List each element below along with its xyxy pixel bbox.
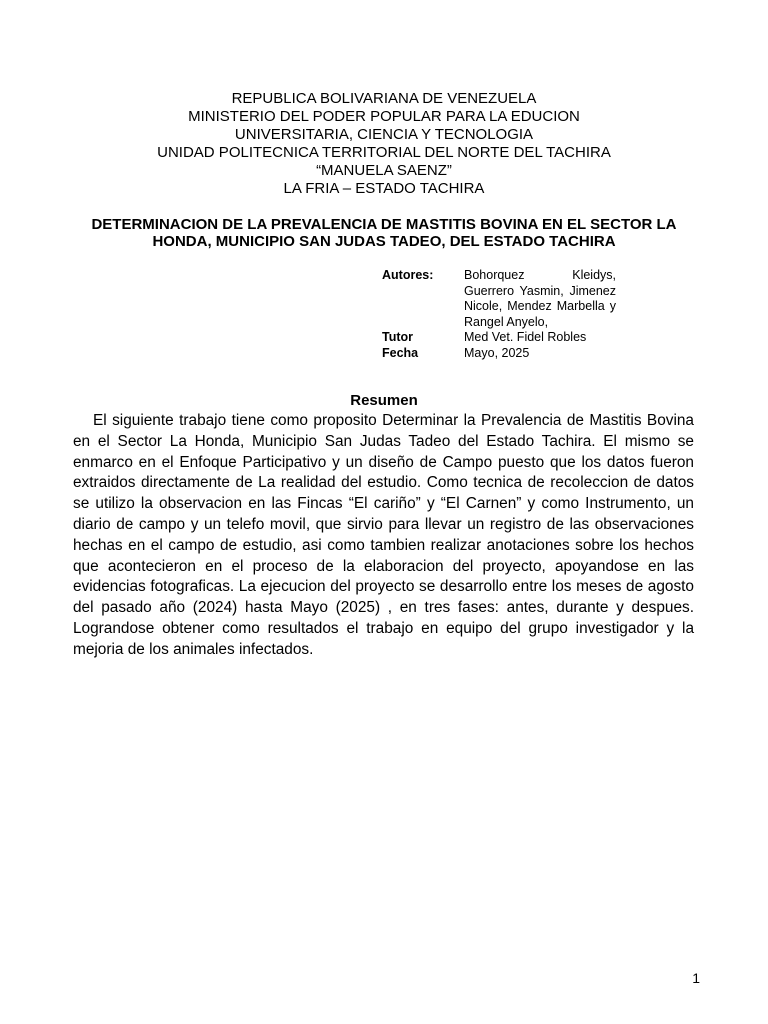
header-line-location: LA FRIA – ESTADO TACHIRA: [283, 180, 485, 197]
header-line-country: REPUBLICA BOLIVARIANA DE VENEZUELA: [231, 90, 537, 107]
date-value: Mayo, 2025: [464, 345, 530, 360]
header-line-university-name: “MANUELA SAENZ”: [316, 162, 452, 179]
page-number: 1: [692, 970, 700, 986]
header-line-ministry: MINISTERIO DEL PODER POPULAR PARA LA EDUCION: [188, 108, 580, 125]
tutor-label: Tutor: [382, 330, 414, 344]
meta-date-row: [382, 346, 622, 362]
authors-label: Autores:: [382, 268, 434, 282]
document-title: DETERMINACION DE LA PREVALENCIA DE MASTITIS BOVINA EN EL SECTOR LA HONDA, MUNICIPIO SAN JUDAS TADEO, DEL ESTADO TACHIRA: [91, 216, 677, 250]
tutor-value: Med Vet. Fidel Robles: [464, 330, 587, 344]
resumen-paragraph: El siguiente trabajo tiene como proposito Determinar la Prevalencia de Mastitis Bovina en el Sector La Honda, Municipio San Judas Tadeo del Estado Tachira. El mismo se enmarco en el Enfoque Participativo y un diseño de Campo puesto que los datos fueron extraidos directamente de La realidad del estudio. Como tecnica de recoleccion de datos se utilizo la observacion en las Fincas “El cariño” y “El Carnen” y como Instrumento, un diario de campo y un telefo movil, que sirvio para llevar un registro de las observaciones hechas en el campo de estudio, asi como tambien realizar anotaciones sobre los hechos que acontecieron en el proceso de la elaboracion del proyecto, apoyandose en las evidencias fotograficas. La ejecucion del proyecto se desarrollo entre los meses de agosto del pasado año (2024) hasta Mayo (2025) , en tres fases: antes, durante y despues. Lograndose obtener como resultados el trabajo en equipo del grupo investigador y la mejoria de los animales infectados.: [73, 412, 694, 658]
meta-authors-row: [382, 268, 622, 330]
document-meta: [382, 268, 622, 361]
resumen-heading: Resumen: [350, 392, 418, 409]
header-line-ministry-cont: UNIVERSITARIA, CIENCIA Y TECNOLOGIA: [234, 126, 534, 143]
header-line-university: UNIDAD POLITECNICA TERRITORIAL DEL NORTE DEL TACHIRA: [157, 144, 611, 161]
authors-value: Bohorquez Kleidys, Guerrero Yasmin, Jimenez Nicole, Mendez Marbella y Rangel Anyelo,: [464, 268, 616, 329]
institution-header: [0, 90, 768, 198]
meta-tutor-row: [382, 330, 622, 346]
date-label: Fecha: [382, 345, 419, 360]
